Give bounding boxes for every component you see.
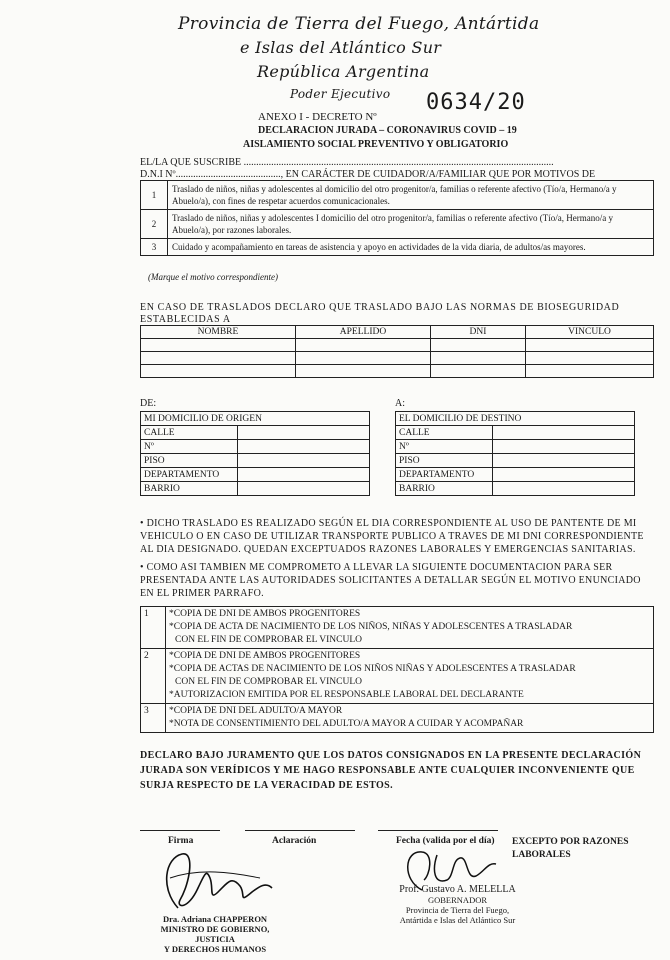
stamp-right-province: Provincia de Tierra del Fuego,: [405, 905, 510, 915]
stamp-left-role: MINISTRO DE GOBIERNO, JUSTICIA: [160, 924, 270, 944]
header-province: Provincia de Tierra del Fuego, Antártida: [178, 14, 540, 34]
destino-value[interactable]: [493, 440, 635, 454]
origen-title: MI DOMICILIO DE ORIGEN: [141, 412, 370, 426]
stamp-right-region: Antártida e Islas del Atlántico Sur: [399, 915, 516, 925]
excepto-note: [512, 836, 628, 862]
col-vinculo: VINCULO: [526, 326, 654, 339]
header-executive: Poder Ejecutivo: [290, 87, 391, 101]
de-label: DE:: [140, 398, 157, 409]
firma-label: Firma: [168, 836, 194, 846]
table-row[interactable]: [141, 454, 370, 468]
a-label: A:: [395, 398, 405, 409]
decree-number: 0634/20: [426, 90, 526, 115]
origen-field-label: PISO: [141, 454, 238, 468]
bullet-traslado: • DICHO TRASLADO ES REALIZADO SEGÚN EL DIA CORRESPONDIENTE AL USO DE PANTENTE DE MI VEHICULO O EN CASO DE UTILIZAR TRANSPORTE PUBLICO A TRAVES DE MI DNI CORRESPONDIENTE AL DIA DESIGNADO. QUEDAN EXCEPTUADOS RAZONES LABORALES Y EMERGENCIAS SANITARIAS.: [140, 518, 644, 555]
destino-field-label: DEPARTAMENTO: [396, 468, 493, 482]
motivo-number: 2: [141, 210, 168, 239]
stamp-right: [385, 885, 530, 925]
destino-table: [395, 411, 635, 496]
table-row[interactable]: [141, 482, 370, 496]
destino-value[interactable]: [493, 426, 635, 440]
table-row[interactable]: [396, 468, 635, 482]
origen-field-label: CALLE: [141, 426, 238, 440]
firma-line[interactable]: [140, 830, 220, 831]
motivo-text: Traslado de niños, niñas y adolescentes al domicilio del otro progenitor/a, familias o referente afectivo (Tío/a, Hermano/a y Abuelo/a), con fines de respetar acuerdos comunicacionales.: [168, 181, 654, 210]
stamp-left-role2: Y DERECHOS HUMANOS: [163, 944, 267, 954]
doc-line: *COPIA DE ACTA DE NACIMIENTO DE LOS NIÑOS, NIÑAS Y ADOLESCENTES A TRASLADAR: [169, 622, 573, 632]
table-row[interactable]: [141, 210, 654, 239]
origen-value[interactable]: [238, 440, 370, 454]
table-row: [141, 649, 654, 704]
origen-value[interactable]: [238, 426, 370, 440]
doc-line: CON EL FIN DE COMPROBAR EL VINCULO: [175, 635, 363, 645]
destino-field-label: BARRIO: [396, 482, 493, 496]
table-header-row: [141, 326, 654, 339]
documentacion-table: [140, 606, 654, 733]
origen-field-label: BARRIO: [141, 482, 238, 496]
destino-title: EL DOMICILIO DE DESTINO: [396, 412, 635, 426]
stamp-right-role: GOBERNADOR: [427, 895, 488, 905]
motivo-text: Cuidado y acompañamiento en tareas de asistencia y apoyo en actividades de la vida diaria, de adultos/as mayores.: [168, 239, 654, 256]
origen-field-label: DEPARTAMENTO: [141, 468, 238, 482]
doc-number: 2: [141, 649, 166, 704]
destino-value[interactable]: [493, 454, 635, 468]
doc-line: *COPIA DE DNI DE AMBOS PROGENITORES: [169, 609, 361, 619]
table-row[interactable]: [396, 426, 635, 440]
table-row: [141, 607, 654, 649]
col-dni: DNI: [431, 326, 526, 339]
table-row[interactable]: [141, 468, 370, 482]
table-row[interactable]: [396, 482, 635, 496]
doc-number: 3: [141, 704, 166, 733]
stamp-left: [140, 914, 290, 954]
table-row[interactable]: [396, 440, 635, 454]
col-apellido: APELLIDO: [296, 326, 431, 339]
origen-value[interactable]: [238, 468, 370, 482]
origen-value[interactable]: [238, 482, 370, 496]
origen-field-label: Nº: [141, 440, 238, 454]
suscribe-line[interactable]: EL/LA QUE SUSCRIBE ............................................................................................................................: [140, 157, 554, 168]
declaracion-jurada: DECLARO BAJO JURAMENTO QUE LOS DATOS CONSIGNADOS EN LA PRESENTE DECLARACIÓN JURADA SON VERÍDICOS Y ME HAGO RESPONSABLE ANTE CUALQUIER INCONVENIENTE QUE SURJA RESPECTO DE LA VERACIDAD DE ESTOS.: [140, 750, 642, 791]
table-row[interactable]: [141, 239, 654, 256]
doc-line: *AUTORIZACION EMITIDA POR EL RESPONSABLE LABORAL DEL DECLARANTE: [169, 690, 524, 700]
destino-field-label: Nº: [396, 440, 493, 454]
table-row: [141, 704, 654, 733]
document-title: DECLARACION JURADA – CORONAVIRUS COVID – 19: [258, 125, 517, 136]
stamp-left-name: Dra. Adriana CHAPPERON: [162, 914, 268, 924]
destino-field-label: CALLE: [396, 426, 493, 440]
anexo-label: ANEXO I - DECRETO Nº: [258, 111, 377, 123]
fecha-line[interactable]: [378, 830, 498, 831]
aclaracion-label: Aclaración: [272, 836, 317, 846]
doc-line: *COPIA DE ACTAS DE NACIMIENTO DE LOS NIÑOS NIÑAS Y ADOLESCENTES A TRASLADAR: [169, 664, 576, 674]
table-row[interactable]: [141, 440, 370, 454]
destino-value[interactable]: [493, 482, 635, 496]
doc-number: 1: [141, 607, 166, 649]
doc-line: *COPIA DE DNI DE AMBOS PROGENITORES: [169, 651, 361, 661]
signature-chapperon: [140, 848, 280, 918]
origen-value[interactable]: [238, 454, 370, 468]
doc-line: CON EL FIN DE COMPROBAR EL VINCULO: [175, 677, 363, 687]
excepto-line: LABORALES: [512, 850, 571, 860]
excepto-line: EXCEPTO POR RAZONES: [512, 837, 629, 847]
origen-table: [140, 411, 370, 496]
doc-line: *COPIA DE DNI DEL ADULTO/A MAYOR: [169, 706, 343, 716]
destino-value[interactable]: [493, 468, 635, 482]
dni-line[interactable]: D.N.I Nº.........................................., EN CARÁCTER DE CUIDADOR/A/FAMILIAR QUE POR MOTIVOS DE: [140, 169, 596, 180]
table-row[interactable]: [141, 352, 654, 365]
personas-table: [140, 325, 654, 378]
table-row[interactable]: [141, 181, 654, 210]
motivo-number: 1: [141, 181, 168, 210]
marque-note: (Marque el motivo correspondiente): [148, 272, 279, 282]
col-nombre: NOMBRE: [141, 326, 296, 339]
table-row[interactable]: [141, 365, 654, 378]
table-row[interactable]: [141, 339, 654, 352]
traslado-statement: EN CASO DE TRASLADOS DECLARO QUE TRASLADO BAJO LAS NORMAS DE BIOSEGURIDAD ESTABLECIDAS A: [140, 302, 620, 325]
motivos-table: [140, 180, 654, 256]
fecha-label: Fecha (valida por el día): [396, 836, 495, 846]
motivo-text: Traslado de niños, niñas y adolescentes I domicilio del otro progenitor/a, familias o referente afectivo (Tío/a, Hermano/a y Abuelo/a), por razones laborales.: [168, 210, 654, 239]
bullet-documentacion: • COMO ASI TAMBIEN ME COMPROMETO A LLEVAR LA SIGUIENTE DOCUMENTACION PARA SER PRESENTADA ANTE LAS AUTORIDADES SOLICITANTES A DETALLAR SEGÚN EL MOTIVO ENUNCIADO EN EL PRIMER PARRAFO.: [140, 562, 641, 599]
header-country: República Argentina: [257, 62, 430, 81]
motivo-number: 3: [141, 239, 168, 256]
header-islands: e Islas del Atlántico Sur: [240, 38, 442, 57]
destino-field-label: PISO: [396, 454, 493, 468]
stamp-right-name: Prof. Gustavo A. MELELLA: [399, 884, 516, 895]
document-subtitle: AISLAMIENTO SOCIAL PREVENTIVO Y OBLIGATORIO: [243, 139, 509, 150]
table-row[interactable]: [141, 426, 370, 440]
table-row[interactable]: [396, 454, 635, 468]
doc-line: *NOTA DE CONSENTIMIENTO DEL ADULTO/A MAYOR A CUIDAR Y ACOMPAÑAR: [169, 719, 524, 729]
aclaracion-line[interactable]: [245, 830, 355, 831]
